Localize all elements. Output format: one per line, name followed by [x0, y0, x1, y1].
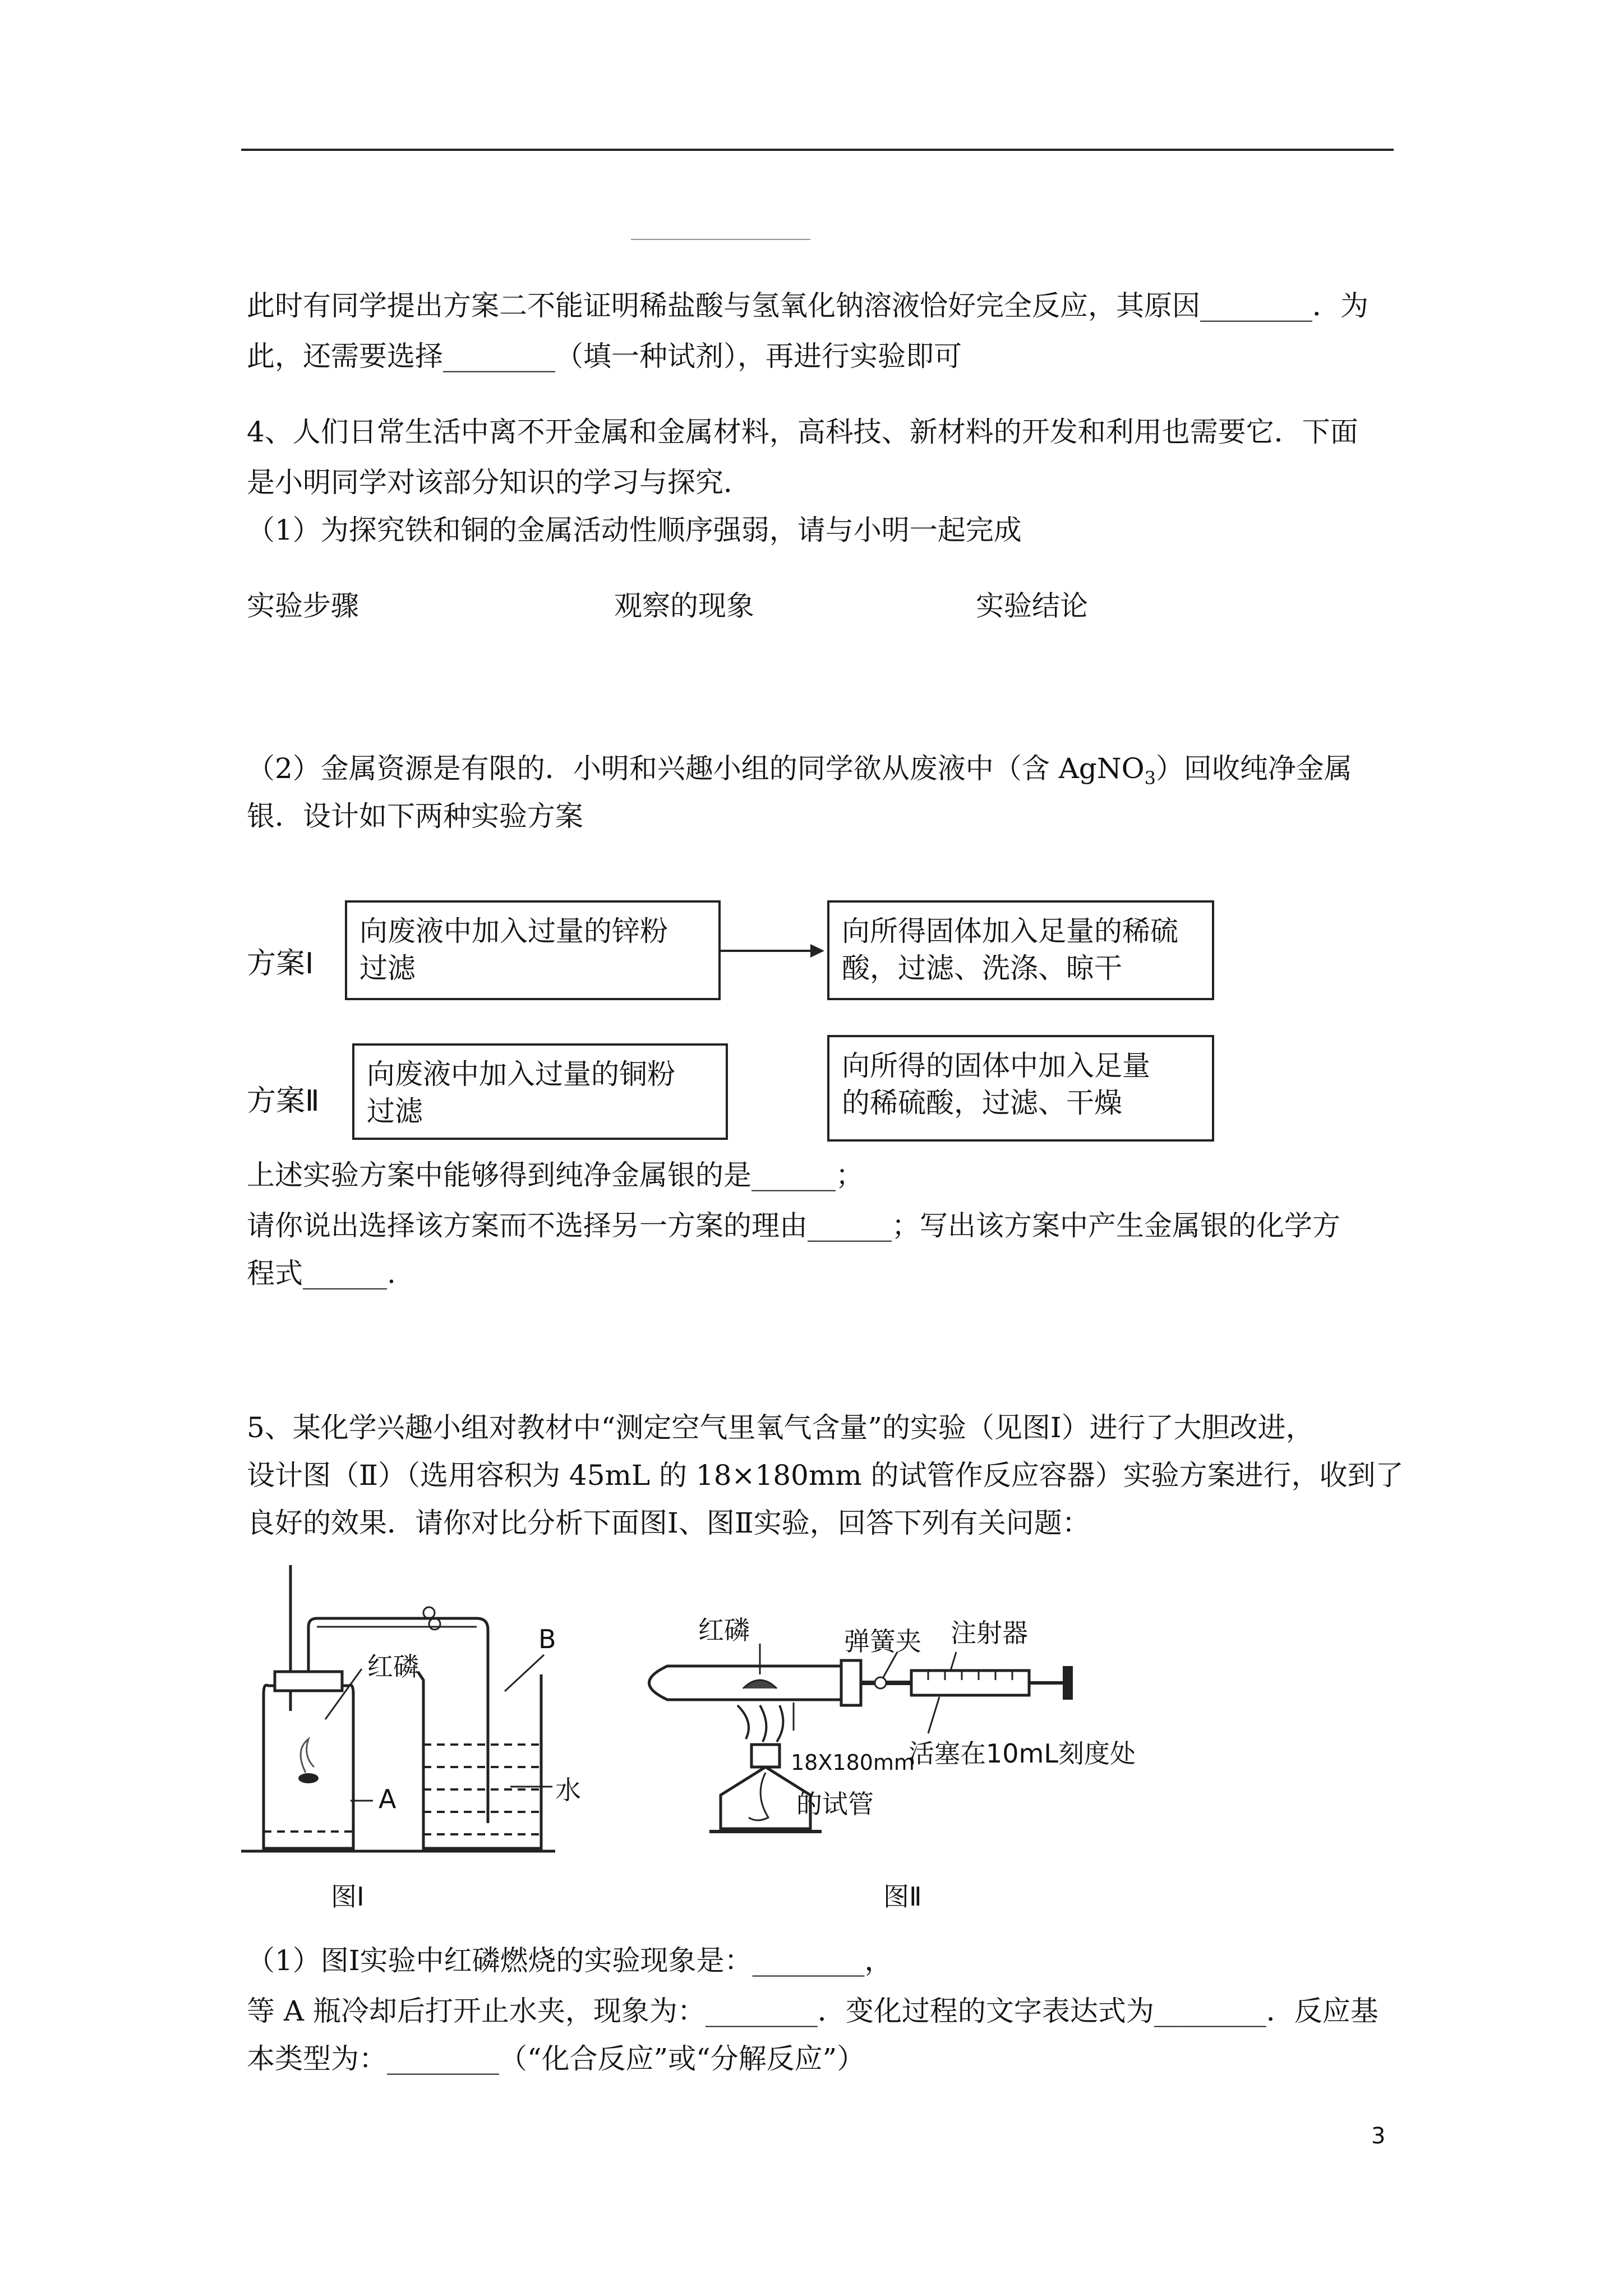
fig2-label-tube-size: 18X180mm [791, 1750, 915, 1775]
scheme1-arrow [721, 942, 824, 959]
scheme2-step1-line2: 过滤 [367, 1095, 423, 1128]
scheme1-label: 方案Ⅰ [247, 947, 314, 981]
fig1-label-water: 水 [555, 1775, 581, 1805]
q5-intro-2: 设计图（Ⅱ）（选用容积为 45mL 的 18×180mm 的试管作反应容器）实验方案进行，收到了 [247, 1459, 1404, 1492]
q4-part2-line1 [247, 752, 1352, 795]
scheme1-step1-line1: 向废液中加入过量的锌粉 [359, 915, 668, 947]
q4-intro-2: 是小明同学对该部分知识的学习与探究． [247, 466, 751, 499]
q5-intro-1: 5、某化学兴趣小组对教材中“测定空气里氧气含量”的实验（见图Ⅰ）进行了大胆改进， [247, 1411, 1314, 1444]
q4-question-1: 上述实验方案中能够得到纯净金属银的是______； [247, 1159, 864, 1191]
scheme2-label: 方案Ⅱ [247, 1084, 320, 1118]
fig1-caption: 图Ⅰ [331, 1881, 365, 1912]
q5-sub1-line3: 本类型为：________（“化合反应”或“分解反应”） [247, 2042, 865, 2075]
scheme2-step2-line2: 的稀硫酸，过滤、干燥 [842, 1087, 1122, 1119]
scheme1-step1-line2: 过滤 [359, 952, 416, 984]
q4-intro-1: 4、人们日常生活中离不开金属和金属材料，高科技、新材料的开发和利用也需要它．下面 [247, 416, 1358, 448]
header-rule [241, 149, 1394, 151]
fig2-label-syringe: 注射器 [951, 1618, 1028, 1648]
fig1-label-A: A [379, 1784, 396, 1814]
scheme2-step1-line1: 向废液中加入过量的铜粉 [367, 1058, 675, 1091]
q5-sub1-line2: 等 A 瓶冷却后打开止水夹，现象为：________．变化过程的文字表达式为________．反应基 [247, 1995, 1378, 2027]
q5-sub1-line1: （1）图Ⅰ实验中红磷燃烧的实验现象是：________， [247, 1944, 893, 1977]
scheme1-step2-line1: 向所得固体加入足量的稀硫 [842, 915, 1178, 947]
figure-1-apparatus [241, 1565, 634, 1857]
q5-intro-3: 良好的效果．请你对比分析下面图Ⅰ、图Ⅱ实验，回答下列有关问题： [247, 1507, 1090, 1539]
fig2-label-tube: 的试管 [796, 1789, 874, 1819]
q4-part1: （1）为探究铁和铜的金属活动性顺序强弱，请与小明一起完成 [247, 514, 1022, 546]
scheme1-step2-box [827, 900, 1214, 1000]
table-header-step: 实验步骤 [247, 590, 359, 622]
scheme2-step2-box [827, 1035, 1214, 1142]
q4-part2-text-end: ）回收纯净金属 [1155, 752, 1352, 785]
scheme2-step2-line1: 向所得的固体中加入足量 [842, 1050, 1150, 1082]
table-header-phenomenon: 观察的现象 [614, 590, 754, 622]
header-blank: ________________ [631, 214, 810, 240]
fig1-label-red-phosphorus: 红磷 [367, 1651, 419, 1682]
scheme1-step1-box [345, 900, 721, 1000]
fig2-label-piston: 活塞在10mL刻度处 [909, 1738, 1136, 1769]
fig2-caption: 图Ⅱ [883, 1881, 922, 1912]
fig2-label-spring-clamp: 弹簧夹 [844, 1626, 921, 1657]
q3-line-1: 此时有同学提出方案二不能证明稀盐酸与氢氧化钠溶液恰好完全反应，其原因________．为 [247, 289, 1368, 322]
fig2-label-red-phosphorus: 红磷 [698, 1615, 750, 1645]
q4-part2-text: （2）金属资源是有限的．小明和兴趣小组的同学欲从废液中（含 AgNO [247, 752, 1145, 785]
page-number: 3 [1371, 2123, 1386, 2149]
q4-part2-subscript: 3 [1144, 767, 1156, 789]
q4-question-3: 程式______. [247, 1257, 396, 1290]
q4-question-2: 请你说出选择该方案而不选择另一方案的理由______；写出该方案中产生金属银的化学方 [247, 1209, 1340, 1242]
table-header-conclusion: 实验结论 [976, 590, 1088, 622]
q4-part2-line2: 银．设计如下两种实验方案 [247, 800, 583, 832]
scheme1-step2-line2: 酸，过滤、洗涤、晾干 [842, 952, 1122, 984]
q3-line-2: 此，还需要选择________（填一种试剂），再进行实验即可 [247, 340, 962, 372]
fig1-label-B: B [538, 1624, 556, 1654]
scheme2-step1-box [352, 1043, 728, 1140]
